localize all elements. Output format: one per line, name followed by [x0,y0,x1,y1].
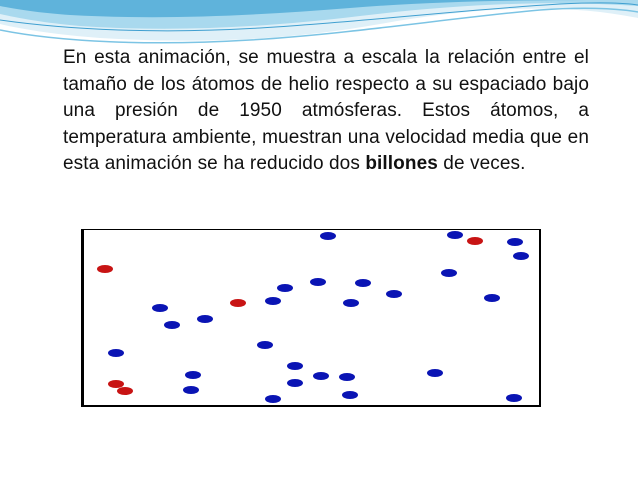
helium-atom [183,386,199,394]
body-text-part1: En esta animación, se muestra a escala la relación entre el tamaño de los átomos de helio respecto a su espaciado bajo una presión de 1950 atmósferas. Estos átomos, a temperatura ambiente, muestran una velocidad media que en esta animación se ha reducido dos [63,47,589,174]
red-atom [467,237,483,245]
helium-atom [265,395,281,403]
body-text-part2: de veces. [437,153,526,174]
helium-atom [313,372,329,380]
helium-atom [513,252,529,260]
helium-animation-frame [81,229,541,407]
helium-atom [339,373,355,381]
helium-atom [277,284,293,292]
helium-atom [386,290,402,298]
red-atom [117,387,133,395]
helium-atom [287,362,303,370]
helium-atom [257,341,273,349]
helium-atom [152,304,168,312]
helium-atom [484,294,500,302]
helium-atom [342,391,358,399]
helium-atom [343,299,359,307]
red-atom [97,265,113,273]
body-text-bold: billones [365,153,438,174]
helium-atom [447,231,463,239]
helium-atom [427,369,443,377]
helium-atom [108,349,124,357]
helium-atom [441,269,457,277]
red-atom [230,299,246,307]
helium-atom [265,297,281,305]
helium-atom [164,321,180,329]
helium-atom [507,238,523,246]
helium-atom [287,379,303,387]
helium-atom [310,278,326,286]
helium-atom [355,279,371,287]
helium-atom [320,232,336,240]
helium-atom [506,394,522,402]
helium-atom [185,371,201,379]
helium-atom [197,315,213,323]
slide-body-text [63,45,589,178]
